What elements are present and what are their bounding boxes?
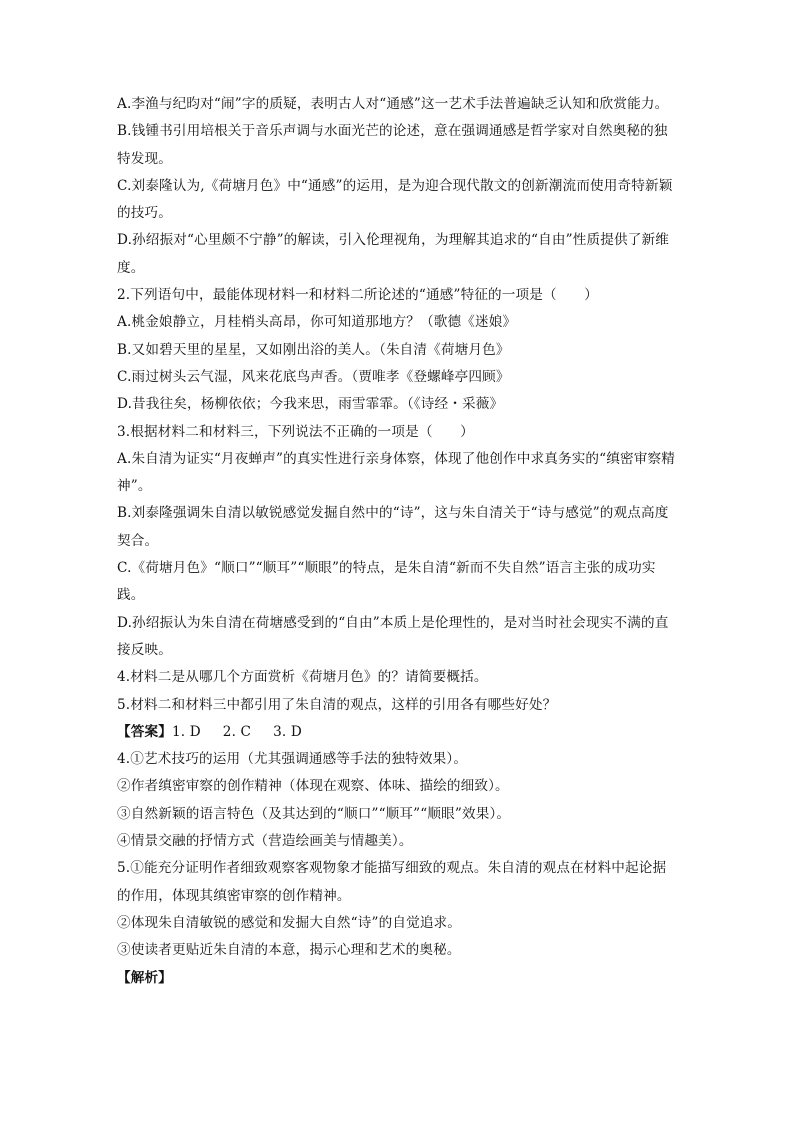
answer-2: 2. C <box>222 723 252 740</box>
answer-1: 1. D <box>171 723 201 740</box>
q4-stem: 4.材料二是从哪几个方面赏析《荷塘月色》的？请简要概括。 <box>117 669 488 686</box>
answer5-point-1: 5.①能充分证明作者细致观察客观物象才能描写细致的观点。朱自清的观点在材料中起论据的作用，体现其缜密审察的创作精神。 <box>117 860 667 904</box>
answer-3: 3. D <box>273 723 302 740</box>
answer4-point-2: ②作者缜密审察的创作精神（体现在观察、体味、描绘的细致）。 <box>117 778 509 795</box>
q2-option-d: D.昔我往矣，杨柳依依；今我来思，雨雪霏霏。（《诗经・采薇》 <box>117 396 504 413</box>
q3-option-c: C.《荷塘月色》“顺口”“顺耳”“顺眼”的特点，是朱自清“新而不失自然”语言主张的成功实践。 <box>117 560 656 604</box>
q1-option-d: D.孙绍振对“心里颇不宁静”的解读，引入伦理视角，为理解其追求的“自由”性质提供了新维度。 <box>117 232 669 276</box>
analysis-label: 【解析】 <box>117 969 172 986</box>
document-page <box>117 91 680 992</box>
q2-option-b: B.又如碧天里的星星，又如刚出浴的美人。（朱自清《荷塘月色》 <box>117 341 510 358</box>
answer5-point-3: ③使读者更贴近朱自清的本意，揭示心理和艺术的奥秘。 <box>117 942 461 959</box>
q3-option-b: B.刘泰隆强调朱自清以敏锐感觉发掘自然中的“诗”，这与朱自清关于“诗与感觉”的观点高度契合。 <box>117 505 669 549</box>
q2-stem: 2.下列语句中，最能体现材料一和材料二所论述的“通感”特征的一项是（ ） <box>117 287 599 304</box>
q3-option-d: D.孙绍振认为朱自清在荷塘感受到的“自由”本质上是伦理性的，是对当时社会现实不满的直接反映。 <box>117 614 669 658</box>
q1-option-b: B.钱锺书引用培根关于音乐声调与水面光芒的论述，意在强调通感是哲学家对自然奥秘的独特发现。 <box>117 123 668 167</box>
q2-option-a: A.桃金娘静立，月桂梢头高昂，你可知道那地方？（歌德《迷娘》 <box>117 314 517 331</box>
q3-option-a: A.朱自清为证实“月夜蝉声”的真实性进行亲身体察，体现了他创作中求真务实的“缜密审察精神”。 <box>117 450 675 495</box>
q2-option-c: C.雨过树头云气湿，风来花底鸟声香。（贾唯孝《登螺峰亭四顾》 <box>117 368 510 385</box>
answer4-point-1: 4.①艺术技巧的运用（尤其强调通感等手法的独特效果）。 <box>117 751 468 768</box>
answer-label: 【答案】 <box>117 723 172 740</box>
q1-option-c: C.刘泰隆认为,《荷塘月色》中“通感”的运用，是为迎合现代散文的创新潮流而使用奇特新颖的技巧。 <box>117 177 673 222</box>
q3-stem: 3.根据材料二和材料三，下列说法不正确的一项是（ ） <box>117 423 474 440</box>
q1-option-a: A.李渔与纪昀对“闹”字的质疑，表明古人对“通感”这一艺术手法普遍缺乏认知和欣赏能力。 <box>117 96 669 112</box>
answer-key-line <box>117 719 680 746</box>
q5-stem: 5.材料二和材料三中都引用了朱自清的观点，这样的引用各有哪些好处？ <box>117 696 557 713</box>
answer4-point-4: ④情景交融的抒情方式（营造绘画美与情趣美）。 <box>117 833 413 850</box>
answer4-point-3: ③自然新颖的语言特色（及其达到的“顺口”“顺耳”“顺眼”效果）。 <box>117 805 511 822</box>
answer5-point-2: ②体现朱自清敏锐的感觉和发掘大自然“诗”的自觉追求。 <box>117 914 462 931</box>
